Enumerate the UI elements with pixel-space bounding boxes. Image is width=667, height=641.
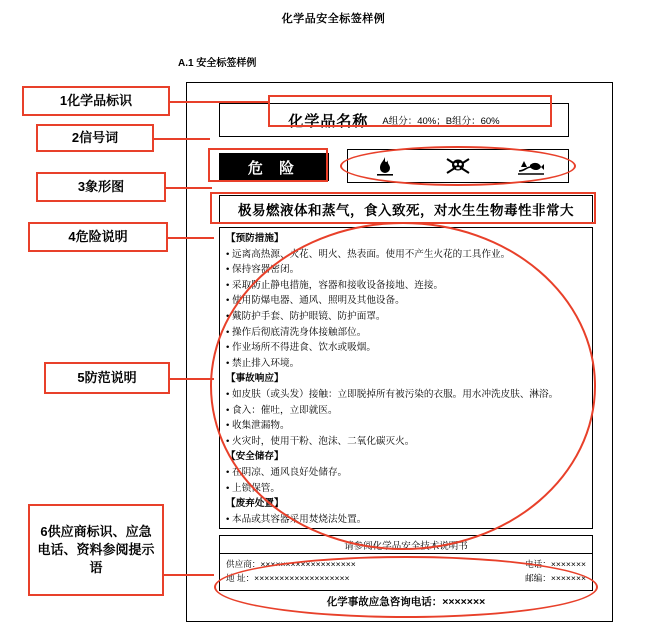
precaution-item: • 操作后彻底清洗身体接触部位。 xyxy=(226,326,367,338)
annotation-5-precautionary-statement: 5防范说明 xyxy=(44,362,170,394)
precaution-item: • 如皮肤（或头发）接触：立即脱掉所有被污染的衣服。用水冲洗皮肤、淋浴。 xyxy=(226,388,559,400)
connector-line-2 xyxy=(154,138,210,140)
precaution-heading-2: 【安全储存】 xyxy=(226,451,284,463)
postcode-label: 邮编： xyxy=(525,573,551,583)
precaution-item: • 在阴凉、通风良好处储存。 xyxy=(226,466,348,478)
connector-line-3 xyxy=(166,187,212,189)
annotation-6-supplier-identification: 6供应商标识、应急电话、资料参阅提示语 xyxy=(28,504,164,596)
page-title: 化学品安全标签样例 xyxy=(281,13,386,25)
connector-line-6 xyxy=(164,574,214,576)
highlight-precautionary xyxy=(210,222,596,550)
supplier-label: 供应商： xyxy=(226,559,261,569)
supplier-value: ××××××××××××××××××× xyxy=(260,559,356,569)
precaution-heading-3: 【废弃处置】 xyxy=(226,498,284,510)
precaution-item: • 本品或其容器采用焚烧法处置。 xyxy=(226,513,367,525)
product-composition: A组分：40%；B组分：60% xyxy=(382,116,500,127)
highlight-pictograms xyxy=(340,146,576,186)
highlight-signal-word xyxy=(208,148,328,182)
emergency-phone: 化学事故应急咨询电话：××××××× xyxy=(326,595,486,608)
precaution-item: • 火灾时，使用干粉、泡沫、二氧化碳灭火。 xyxy=(226,435,415,447)
precaution-item: • 禁止排入环境。 xyxy=(226,357,300,369)
hazard-statement: 极易燃液体和蒸气，食入致死，对水生生物毒性非常大 xyxy=(219,195,593,223)
precaution-item: • 使用防爆电器、通风、照明及其他设备。 xyxy=(226,295,405,307)
annotation-1-product-identifier: 1化学品标识 xyxy=(22,86,170,116)
sds-note: 请参阅化学品安全技术说明书 xyxy=(219,535,593,553)
precaution-item: • 食入：催吐，立即就医。 xyxy=(226,404,338,416)
precaution-item: • 采取防止静电措施，容器和接收设备接地、连接。 xyxy=(226,279,444,291)
postcode-value: ××××××× xyxy=(550,573,586,583)
phone-label: 电话： xyxy=(525,559,551,569)
annotation-4-hazard-statement: 4危险说明 xyxy=(28,222,168,252)
highlight-product-name xyxy=(268,95,552,127)
precaution-heading-1: 【事故响应】 xyxy=(226,373,284,385)
phone-value: ××××××× xyxy=(550,559,586,569)
address-value: ××××××××××××××××××× xyxy=(254,573,350,583)
connector-line-5 xyxy=(170,378,214,380)
signal-word: 危 险 xyxy=(219,153,329,181)
precaution-item: • 收集泄漏物。 xyxy=(226,420,290,432)
connector-line-1 xyxy=(170,101,270,103)
connector-line-4 xyxy=(168,237,214,239)
address-label: 地 址： xyxy=(226,573,255,583)
precaution-item: • 上锁保管。 xyxy=(226,482,280,494)
precaution-item: • 作业场所不得进食、饮水或吸烟。 xyxy=(226,342,376,354)
precaution-item: • 保持容器密闭。 xyxy=(226,264,300,276)
highlight-hazard-statement xyxy=(210,192,596,224)
precaution-heading-0: 【预防措施】 xyxy=(226,233,284,244)
highlight-supplier xyxy=(214,556,598,618)
annotation-2-signal-word: 2信号词 xyxy=(36,124,154,152)
product-name: 化学品名称 xyxy=(288,112,369,130)
section-label: A.1 安全标签样例 xyxy=(178,58,257,69)
precaution-item: • 戴防护手套、防护眼镜、防护面罩。 xyxy=(226,310,386,322)
annotation-3-pictogram: 3象形图 xyxy=(36,172,166,202)
precaution-item: • 远离高热源、火花、明火、热表面。使用不产生火花的工具作业。 xyxy=(226,248,511,260)
